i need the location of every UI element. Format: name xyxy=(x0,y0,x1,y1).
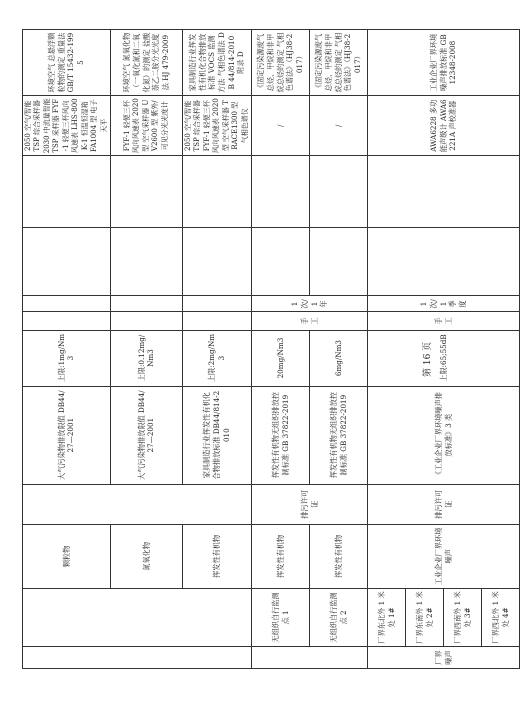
limit-value: 6mg/Nm3 xyxy=(310,330,368,386)
table-row xyxy=(368,30,406,669)
instrument: / xyxy=(310,96,368,156)
pollutant-item: 挥发性有机物 xyxy=(182,524,251,588)
empty-cell xyxy=(182,296,251,312)
empty-cell xyxy=(23,646,252,668)
empty-cell xyxy=(23,156,111,228)
empty-cell xyxy=(368,228,520,296)
frequency: 1 次/1 季度 xyxy=(368,296,520,312)
page-number: 第 16 页 xyxy=(423,341,433,377)
empty-cell xyxy=(23,588,252,646)
pollutant-item: 挥发性有机物 xyxy=(310,524,368,588)
pollutant-item: 颗粒物 xyxy=(23,524,111,588)
pollutant-item: 氮氧化物 xyxy=(110,524,182,588)
empty-cell xyxy=(23,228,111,296)
method: 《固定污染源废气总烃、甲烷和非甲烷总烃的测定 气相色谱法》（HJ38-2017） xyxy=(310,30,368,96)
empty-cell xyxy=(252,228,310,296)
table-row xyxy=(23,30,111,669)
empty-cell xyxy=(182,312,251,330)
empty-cell xyxy=(182,156,251,228)
emission-standard: 《工业企业厂界环境噪声排放标准》3 类 xyxy=(368,386,520,484)
empty-cell xyxy=(252,646,368,668)
method: 家具制造行业挥发性有机化合物排放标准 VOCS 监测方法 气相色谱法 DB 44/814-2010 附录 D xyxy=(182,30,251,96)
monitoring-mode: 手工 xyxy=(252,312,368,330)
permit-basis: 排污许可证 xyxy=(368,484,520,524)
monitoring-table xyxy=(22,29,520,669)
empty-cell xyxy=(110,228,182,296)
noise-location: 厂界西北外 1 米处 4# xyxy=(482,588,520,646)
empty-cell xyxy=(368,156,520,228)
empty-cell xyxy=(23,484,252,524)
monitoring-mode: 手工 xyxy=(368,312,520,330)
noise-location: 厂界西南外 1 米处 3# xyxy=(444,588,482,646)
emission-standard: 家具制造行业挥发性有机化合物排放标准 DB44/814-2010 xyxy=(182,386,251,484)
emission-standard: 挥发性有机物无组织排放控制标准 GB 37822-2019 xyxy=(252,386,310,484)
noise-category: 厂界噪声 xyxy=(368,646,520,668)
instrument: 2050 空气/智能 TSP 综合采样器 FYF-1 轻便三杯风向风速表 2020 型 空气采样器 TRACE1300 型 气相色谱仪 xyxy=(182,96,251,156)
limit-value: 上限:1mg/Nm3 xyxy=(23,330,111,386)
table-row xyxy=(110,30,182,669)
permit-basis: 排污许可证 xyxy=(252,484,368,524)
empty-cell xyxy=(252,156,310,228)
monitoring-location: 无组织自行监测点 2 xyxy=(310,588,368,646)
limit-value: 上限:65;55dB xyxy=(368,330,520,386)
empty-cell xyxy=(23,312,111,330)
method: 环境空气 氮氧化物（一氧化氮和二氧化氮）的测定 盐酸萘乙二胺分光光度法 HJ 479-2009 xyxy=(110,30,182,96)
emission-standard: 大气污染物排放限值 DB44/ 27—2001 xyxy=(23,386,111,484)
empty-cell xyxy=(110,296,182,312)
empty-cell xyxy=(182,228,251,296)
table-row xyxy=(252,30,310,669)
limit-value: 上限:2mg/Nm3 xyxy=(182,330,251,386)
instrument: FYF-1 轻便三杯风向风速表 2020 型 空气采样器 UV2600 型 紫外/可见分光光度计 xyxy=(110,96,182,156)
pollutant-item: 挥发性有机物 xyxy=(252,524,310,588)
pollutant-item: 工业企业厂界环境噪声 xyxy=(368,524,520,588)
noise-location: 厂界东南外 1 米处 2# xyxy=(406,588,444,646)
empty-cell xyxy=(110,156,182,228)
empty-cell xyxy=(110,312,182,330)
method: 环境空气 总悬浮颗粒物的测定 重量法 GB/T 15432-1995 xyxy=(23,30,111,96)
instrument: 2050 空气/智能 TSP 综合采样器 2030 中流量智能 TSP 采样器 FYF-1 轻便三杯风向风速表 LHS-800K-1 恒温恒湿箱 FA1004 型 电子天平 xyxy=(23,96,111,156)
table-row xyxy=(310,30,368,669)
instrument: AWA6228 多功能声级计 AWA6221A 声校准器 xyxy=(368,96,520,156)
empty-cell xyxy=(310,228,368,296)
limit-value: 上限:0.12mg/Nm3 xyxy=(110,330,182,386)
empty-cell xyxy=(310,156,368,228)
frequency: 1 次/1 年 xyxy=(252,296,368,312)
empty-cell xyxy=(23,296,111,312)
method: 《固定污染源废气总烃、甲烷和非甲烷总烃的测定 气相色谱法》（HJ38-2017） xyxy=(252,30,310,96)
noise-location: 厂界东北外 1 米处 1# xyxy=(368,588,406,646)
limit-value: 20mg/Nm3 xyxy=(252,330,310,386)
emission-standard: 挥发性有机物无组织排放控制标准 GB 37822-2019 xyxy=(310,386,368,484)
method: 工业企业厂界环境噪声排放标准 GB 12348-2008 xyxy=(368,30,520,96)
emission-standard: 大气污染物排放限值 DB44/ 27—2001 xyxy=(110,386,182,484)
table-row xyxy=(182,30,251,669)
instrument: / xyxy=(252,96,310,156)
monitoring-location: 无组织自行监测点 1 xyxy=(252,588,310,646)
